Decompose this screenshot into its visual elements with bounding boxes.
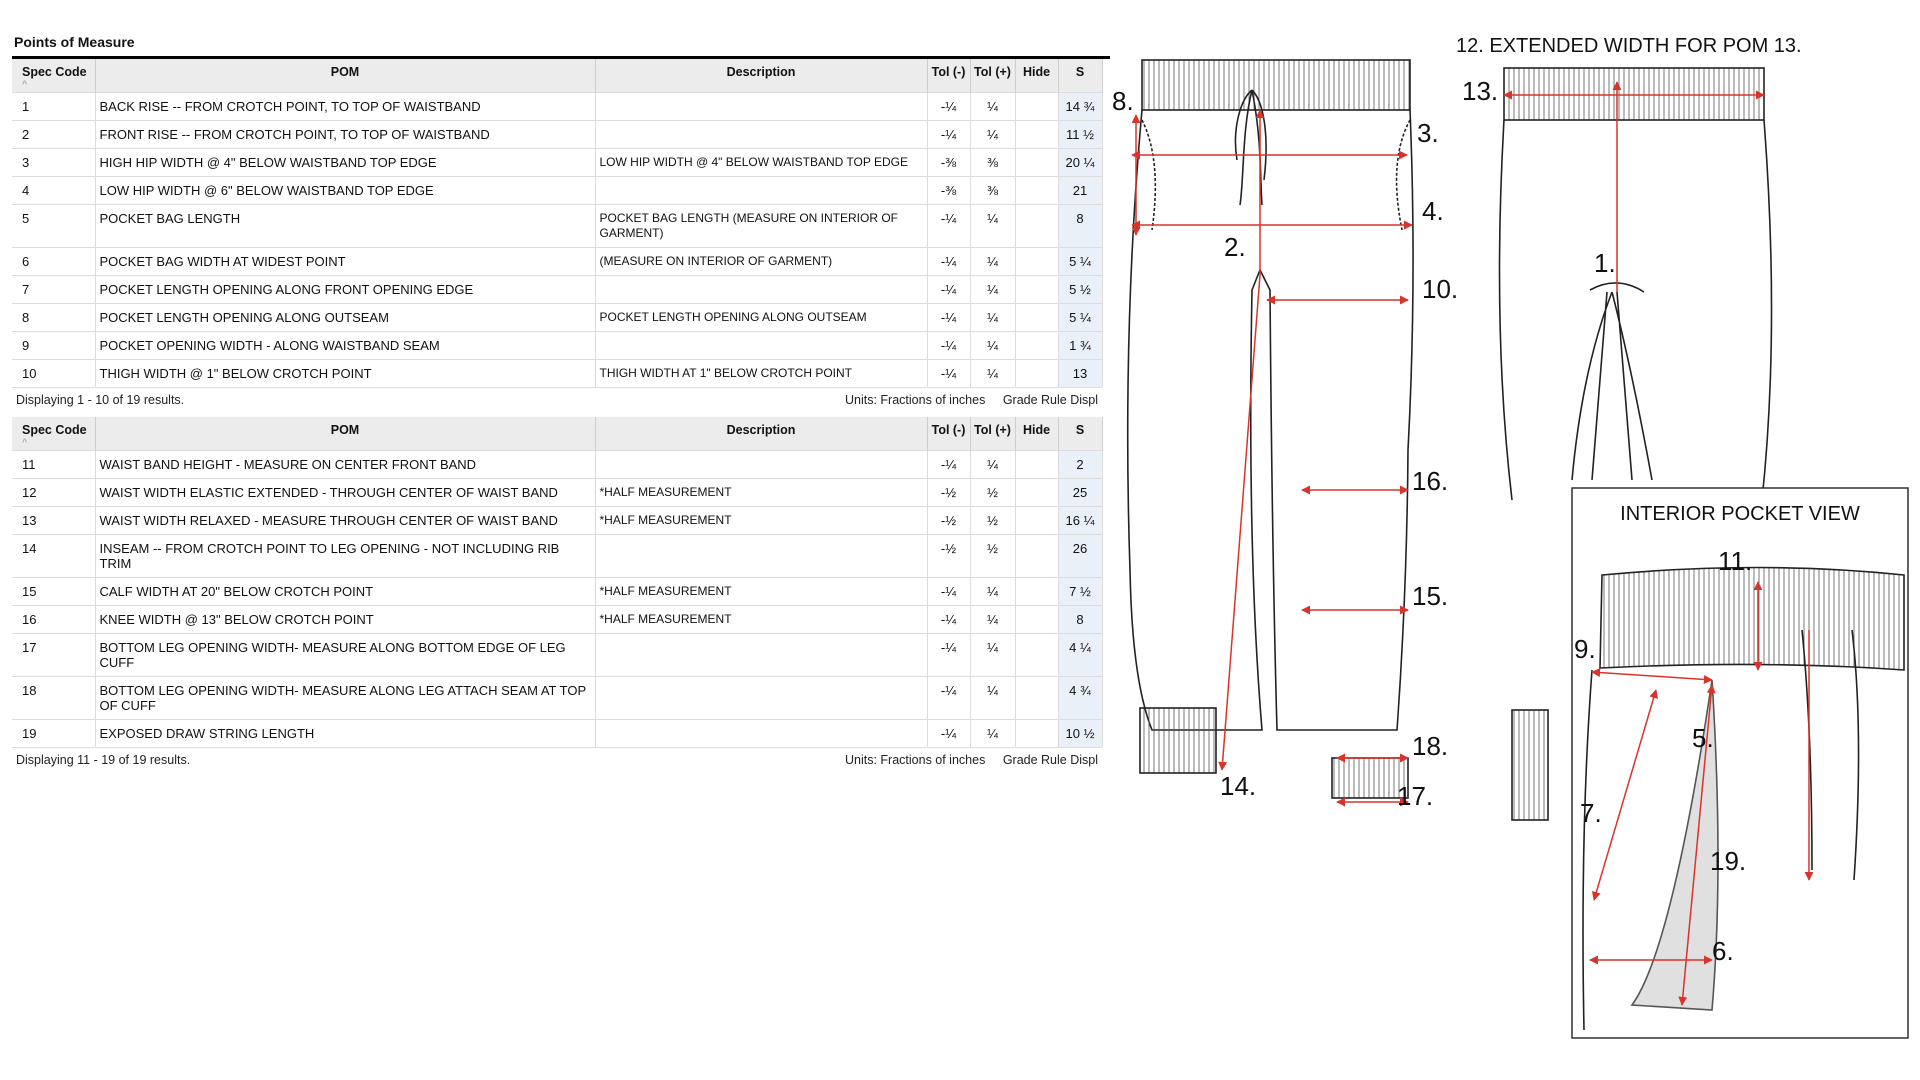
table-2-footer [12, 747, 1102, 773]
size-s-cell[interactable]: 7 ½ [1058, 578, 1102, 606]
size-s-cell[interactable]: 5 ½ [1058, 276, 1102, 304]
pom-label-13: 13. [1462, 76, 1499, 106]
pom-label-1: 1. [1594, 248, 1616, 278]
pocket-waistband [1600, 568, 1904, 671]
tol-minus-cell: -¼ [927, 360, 970, 388]
tol-minus-cell: -¼ [927, 332, 970, 360]
description-cell: LOW HIP WIDTH @ 4" BELOW WAISTBAND TOP EDGE [595, 149, 927, 177]
table-row[interactable] [12, 205, 1102, 248]
table-row[interactable] [12, 149, 1102, 177]
pom-cell: BOTTOM LEG OPENING WIDTH- MEASURE ALONG LEG ATTACH SEAM AT TOP OF CUFF [95, 677, 595, 720]
spec-code-cell: 7 [12, 276, 95, 304]
pom-cell: EXPOSED DRAW STRING LENGTH [95, 720, 595, 748]
pom-cell: CALF WIDTH AT 20" BELOW CROTCH POINT [95, 578, 595, 606]
column-header-size-s[interactable]: S [1058, 417, 1102, 451]
hide-cell [1015, 720, 1058, 748]
column-header-tol-minus[interactable]: Tol (-) [927, 59, 970, 93]
spec-code-cell: 6 [12, 248, 95, 276]
pom-cell: KNEE WIDTH @ 13" BELOW CROTCH POINT [95, 606, 595, 634]
hide-cell [1015, 205, 1058, 248]
spec-code-cell: 8 [12, 304, 95, 332]
size-s-cell[interactable]: 2 [1058, 451, 1102, 479]
front-view [1128, 60, 1413, 798]
results-count: Displaying 1 - 10 of 19 results. [16, 393, 185, 407]
spec-code-cell: 2 [12, 121, 95, 149]
spec-code-cell: 13 [12, 507, 95, 535]
tol-plus-cell: ¼ [970, 332, 1015, 360]
pom-label-3: 3. [1417, 118, 1439, 148]
tol-plus-cell: ¼ [970, 93, 1015, 121]
column-header-pom[interactable]: POM [95, 59, 595, 93]
tol-minus-cell: -¼ [927, 677, 970, 720]
pom-label-19: 19. [1710, 846, 1747, 876]
section-title: Points of Measure [12, 28, 1110, 59]
tol-plus-cell: ¼ [970, 578, 1015, 606]
hide-cell [1015, 507, 1058, 535]
description-cell [595, 451, 927, 479]
size-s-cell[interactable]: 4 ¼ [1058, 634, 1102, 677]
hide-cell [1015, 634, 1058, 677]
tol-minus-cell: -⅜ [927, 177, 970, 205]
size-s-cell[interactable]: 20 ¼ [1058, 149, 1102, 177]
hide-cell [1015, 248, 1058, 276]
description-cell: *HALF MEASUREMENT [595, 507, 927, 535]
column-header-description[interactable]: Description [595, 59, 927, 93]
description-cell [595, 121, 927, 149]
spec-code-cell: 3 [12, 149, 95, 177]
tol-plus-cell: ½ [970, 479, 1015, 507]
tol-plus-cell: ¼ [970, 634, 1015, 677]
size-s-cell[interactable]: 21 [1058, 177, 1102, 205]
table-header-row [12, 417, 1102, 451]
column-header-spec-code[interactable]: Spec Code ^ [12, 417, 95, 451]
hide-cell [1015, 578, 1058, 606]
hide-cell [1015, 304, 1058, 332]
spec-code-cell: 1 [12, 93, 95, 121]
size-s-cell[interactable]: 11 ½ [1058, 121, 1102, 149]
tol-plus-cell: ¼ [970, 451, 1015, 479]
column-header-tol-plus[interactable]: Tol (+) [970, 59, 1015, 93]
description-cell [595, 720, 927, 748]
pom-label-16: 16. [1412, 466, 1449, 496]
table-row[interactable] [12, 634, 1102, 677]
column-header-description[interactable]: Description [595, 417, 927, 451]
pom-cell: WAIST BAND HEIGHT - MEASURE ON CENTER FRONT BAND [95, 451, 595, 479]
results-count: Displaying 11 - 19 of 19 results. [16, 753, 191, 767]
table-row[interactable] [12, 720, 1102, 748]
tol-plus-cell: ¼ [970, 121, 1015, 149]
tol-minus-cell: -½ [927, 535, 970, 578]
hide-cell [1015, 479, 1058, 507]
table-row[interactable] [12, 121, 1102, 149]
size-s-cell[interactable]: 5 ¼ [1058, 304, 1102, 332]
spec-code-cell: 15 [12, 578, 95, 606]
pom-cell: THIGH WIDTH @ 1" BELOW CROTCH POINT [95, 360, 595, 388]
pom-cell: HIGH HIP WIDTH @ 4" BELOW WAISTBAND TOP EDGE [95, 149, 595, 177]
tol-minus-cell: -¼ [927, 276, 970, 304]
spec-code-cell: 14 [12, 535, 95, 578]
tol-minus-cell: -½ [927, 479, 970, 507]
description-cell: *HALF MEASUREMENT [595, 578, 927, 606]
tol-plus-cell: ¼ [970, 248, 1015, 276]
table-row[interactable] [12, 304, 1102, 332]
size-s-cell[interactable]: 26 [1058, 535, 1102, 578]
points-of-measure-panel [12, 28, 1110, 773]
pom-table-2 [12, 417, 1103, 747]
pom-table-1 [12, 59, 1103, 387]
back-seams [1572, 292, 1652, 480]
pom-label-14: 14. [1220, 771, 1257, 801]
spec-code-cell: 16 [12, 606, 95, 634]
pom-label-11: 11. [1718, 546, 1753, 576]
pom-cell: LOW HIP WIDTH @ 6" BELOW WAISTBAND TOP EDGE [95, 177, 595, 205]
back-cuff [1512, 710, 1548, 820]
pom-cell: POCKET LENGTH OPENING ALONG FRONT OPENING EDGE [95, 276, 595, 304]
tol-plus-cell: ¼ [970, 677, 1015, 720]
front-waistband [1142, 60, 1410, 110]
description-cell [595, 332, 927, 360]
tol-minus-cell: -¼ [927, 720, 970, 748]
column-header-hide[interactable]: Hide [1015, 417, 1058, 451]
pom-label-15: 15. [1412, 581, 1449, 611]
tol-minus-cell: -¼ [927, 606, 970, 634]
hide-cell [1015, 360, 1058, 388]
table-1-footer [12, 387, 1102, 413]
pom-label-2: 2. [1224, 232, 1246, 262]
size-s-cell[interactable]: 5 ¼ [1058, 248, 1102, 276]
pom-cell: BOTTOM LEG OPENING WIDTH- MEASURE ALONG BOTTOM EDGE OF LEG CUFF [95, 634, 595, 677]
pom-cell: FRONT RISE -- FROM CROTCH POINT, TO TOP OF WAISTBAND [95, 121, 595, 149]
table-row[interactable] [12, 248, 1102, 276]
pom-label-9: 9. [1574, 634, 1596, 664]
spec-code-cell: 9 [12, 332, 95, 360]
table-row[interactable] [12, 360, 1102, 388]
spec-code-cell: 10 [12, 360, 95, 388]
technical-sketch [1112, 30, 1920, 1050]
tol-plus-cell: ⅜ [970, 177, 1015, 205]
size-s-cell[interactable]: 8 [1058, 606, 1102, 634]
description-cell: POCKET BAG LENGTH (MEASURE ON INTERIOR OF GARMENT) [595, 205, 927, 248]
pom-label-5: 5. [1692, 723, 1714, 753]
description-cell: THIGH WIDTH AT 1" BELOW CROTCH POINT [595, 360, 927, 388]
hide-cell [1015, 677, 1058, 720]
table-row[interactable] [12, 677, 1102, 720]
description-cell [595, 177, 927, 205]
column-header-pom[interactable]: POM [95, 417, 595, 451]
pom-cell: BACK RISE -- FROM CROTCH POINT, TO TOP OF WAISTBAND [95, 93, 595, 121]
tol-minus-cell: -¼ [927, 121, 970, 149]
size-s-cell[interactable]: 25 [1058, 479, 1102, 507]
description-cell: *HALF MEASUREMENT [595, 479, 927, 507]
column-header-tol-minus[interactable]: Tol (-) [927, 417, 970, 451]
table-row[interactable] [12, 578, 1102, 606]
tol-minus-cell: -¼ [927, 304, 970, 332]
back-pants-outline [1500, 120, 1772, 500]
pom-label-18: 18. [1412, 731, 1449, 761]
table-row[interactable] [12, 451, 1102, 479]
size-s-cell[interactable]: 1 ¾ [1058, 332, 1102, 360]
grade-rule-display[interactable]: Grade Rule Displ [1002, 753, 1098, 767]
tol-minus-cell: -¼ [927, 451, 970, 479]
hide-cell [1015, 149, 1058, 177]
extended-width-title: 12. EXTENDED WIDTH FOR POM 13. [1456, 35, 1802, 57]
table-row[interactable] [12, 535, 1102, 578]
sort-up-icon[interactable]: ^ [22, 79, 28, 89]
left-cuff [1140, 708, 1216, 773]
front-pants-outline [1128, 110, 1413, 730]
pom-table-2-body [12, 451, 1102, 748]
tol-plus-cell: ½ [970, 507, 1015, 535]
table-row[interactable] [12, 332, 1102, 360]
tol-plus-cell: ½ [970, 535, 1015, 578]
tol-minus-cell: -¼ [927, 248, 970, 276]
pom-cell: POCKET LENGTH OPENING ALONG OUTSEAM [95, 304, 595, 332]
description-cell [595, 276, 927, 304]
table-row[interactable] [12, 93, 1102, 121]
description-cell [595, 535, 927, 578]
table-row[interactable] [12, 606, 1102, 634]
description-cell: *HALF MEASUREMENT [595, 606, 927, 634]
jogger-pants-sketch [1112, 30, 1920, 1050]
hide-cell [1015, 121, 1058, 149]
hide-cell [1015, 606, 1058, 634]
tol-minus-cell: -½ [927, 507, 970, 535]
description-cell [595, 634, 927, 677]
tol-plus-cell: ⅜ [970, 149, 1015, 177]
column-header-spec-code[interactable]: Spec Code ^ [12, 59, 95, 93]
units-label: Units: Fractions of inches [844, 393, 986, 407]
tol-minus-cell: -¼ [927, 205, 970, 248]
table-row[interactable] [12, 479, 1102, 507]
spec-code-cell: 19 [12, 720, 95, 748]
pom-cell: POCKET OPENING WIDTH - ALONG WAISTBAND SEAM [95, 332, 595, 360]
pom-label-4: 4. [1422, 196, 1444, 226]
hide-cell [1015, 177, 1058, 205]
pom-cell: POCKET BAG LENGTH [95, 205, 595, 248]
description-cell: POCKET LENGTH OPENING ALONG OUTSEAM [595, 304, 927, 332]
tol-minus-cell: -¼ [927, 634, 970, 677]
spec-code-cell: 11 [12, 451, 95, 479]
pom-label-10: 10. [1422, 274, 1459, 304]
tol-plus-cell: ¼ [970, 205, 1015, 248]
description-cell [595, 677, 927, 720]
size-s-cell[interactable]: 10 ½ [1058, 720, 1102, 748]
pom-label-7: 7. [1580, 798, 1602, 828]
spec-code-cell: 12 [12, 479, 95, 507]
column-header-size-s[interactable]: S [1058, 59, 1102, 93]
column-header-hide[interactable]: Hide [1015, 59, 1058, 93]
pom-label-6: 6. [1712, 936, 1734, 966]
tol-minus-cell: -¼ [927, 578, 970, 606]
hide-cell [1015, 451, 1058, 479]
tol-plus-cell: ¼ [970, 360, 1015, 388]
pom-label-8: 8. [1112, 86, 1134, 116]
table-row[interactable] [12, 507, 1102, 535]
table-row[interactable] [12, 177, 1102, 205]
back-waistband [1504, 68, 1764, 120]
pocket-view-title: INTERIOR POCKET VIEW [1620, 503, 1860, 525]
pom-cell: WAIST WIDTH ELASTIC EXTENDED - THROUGH CENTER OF WAIST BAND [95, 479, 595, 507]
hide-cell [1015, 332, 1058, 360]
sort-up-icon[interactable]: ^ [22, 437, 28, 447]
table-row[interactable] [12, 276, 1102, 304]
tol-plus-cell: ¼ [970, 720, 1015, 748]
description-cell [595, 93, 927, 121]
spec-code-cell: 17 [12, 634, 95, 677]
units-label: Units: Fractions of inches [844, 753, 986, 767]
hide-cell [1015, 93, 1058, 121]
tol-minus-cell: -⅜ [927, 149, 970, 177]
size-s-cell[interactable]: 13 [1058, 360, 1102, 388]
pocket-openings [1142, 120, 1410, 230]
pom-label-17: 17. [1397, 781, 1434, 811]
pom-cell: WAIST WIDTH RELAXED - MEASURE THROUGH CENTER OF WAIST BAND [95, 507, 595, 535]
table-header-row [12, 59, 1102, 93]
size-s-cell[interactable]: 14 ¾ [1058, 93, 1102, 121]
grade-rule-display[interactable]: Grade Rule Displ [1002, 393, 1098, 407]
column-header-tol-plus[interactable]: Tol (+) [970, 417, 1015, 451]
tol-minus-cell: -¼ [927, 93, 970, 121]
hide-cell [1015, 535, 1058, 578]
tol-plus-cell: ¼ [970, 276, 1015, 304]
description-cell: (MEASURE ON INTERIOR OF GARMENT) [595, 248, 927, 276]
size-s-cell[interactable]: 8 [1058, 205, 1102, 248]
tol-plus-cell: ¼ [970, 304, 1015, 332]
size-s-cell[interactable]: 16 ¼ [1058, 507, 1102, 535]
pom-cell: POCKET BAG WIDTH AT WIDEST POINT [95, 248, 595, 276]
size-s-cell[interactable]: 4 ¾ [1058, 677, 1102, 720]
hide-cell [1015, 276, 1058, 304]
spec-code-cell: 5 [12, 205, 95, 248]
pom-cell: INSEAM -- FROM CROTCH POINT TO LEG OPENING - NOT INCLUDING RIB TRIM [95, 535, 595, 578]
tol-plus-cell: ¼ [970, 606, 1015, 634]
spec-code-cell: 18 [12, 677, 95, 720]
pom-table-1-body [12, 93, 1102, 388]
spec-code-cell: 4 [12, 177, 95, 205]
